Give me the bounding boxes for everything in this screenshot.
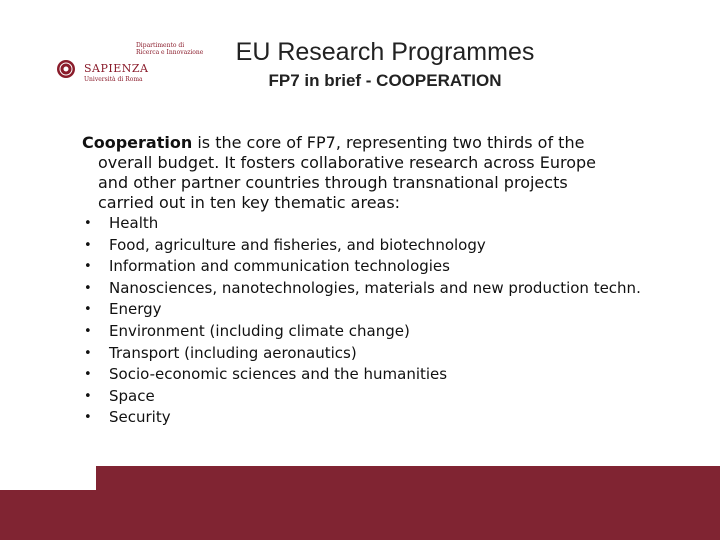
footer-band-upper — [96, 466, 720, 490]
intro-paragraph — [82, 133, 682, 213]
bullet: • — [84, 367, 92, 383]
theme-label: Information and communication technologies — [109, 257, 450, 276]
intro-line-1: is the core of FP7, representing two thirds of the — [192, 133, 585, 152]
bullet: • — [84, 345, 92, 361]
list-item — [82, 364, 641, 386]
university-seal-icon — [56, 59, 76, 79]
footer-band — [0, 490, 720, 540]
list-item — [82, 213, 641, 235]
theme-label: Energy — [109, 300, 162, 319]
list-item — [82, 256, 641, 278]
list-item — [82, 278, 641, 300]
logo-line-1: Dipartimento di — [136, 42, 185, 49]
list-item — [82, 407, 641, 429]
page-title: EU Research Programmes — [235, 38, 535, 66]
bullet: • — [84, 323, 92, 339]
logo-name: SAPIENZA — [84, 62, 149, 75]
page-subtitle: FP7 in brief - COOPERATION — [268, 71, 502, 90]
intro-line-2: overall budget. It fosters collaborative research across Europe — [98, 153, 596, 172]
list-item — [82, 343, 641, 365]
intro-line-3: and other partner countries through transnational projects — [98, 173, 568, 192]
bullet: • — [84, 216, 92, 231]
intro-line-4: carried out in ten key thematic areas: — [98, 193, 401, 212]
list-item — [82, 235, 641, 257]
theme-label: Space — [109, 386, 155, 405]
intro-lead: Cooperation — [82, 133, 193, 152]
theme-label: Nanosciences, nanotechnologies, materials and new production techn. — [109, 278, 641, 297]
bullet: • — [84, 237, 92, 253]
theme-label: Food, agriculture and fisheries, and biotechnology — [109, 235, 486, 254]
logo-tagline: Università di Roma — [84, 76, 143, 83]
list-item — [82, 299, 641, 321]
theme-label: Socio-economic sciences and the humanities — [109, 365, 448, 384]
bullet: • — [84, 410, 92, 426]
bullet: • — [84, 302, 92, 318]
thematic-areas-list — [82, 213, 641, 429]
logo-line-2: Ricerca e Innovazione — [136, 49, 204, 56]
theme-label: Health — [109, 214, 159, 232]
theme-label: Environment (including climate change) — [109, 321, 410, 340]
list-item — [82, 386, 641, 408]
list-item — [82, 321, 641, 343]
theme-label: Transport (including aeronautics) — [109, 343, 357, 362]
bullet: • — [84, 388, 92, 404]
bullet: • — [84, 280, 92, 296]
theme-label: Security — [109, 408, 171, 427]
bullet: • — [84, 259, 92, 275]
